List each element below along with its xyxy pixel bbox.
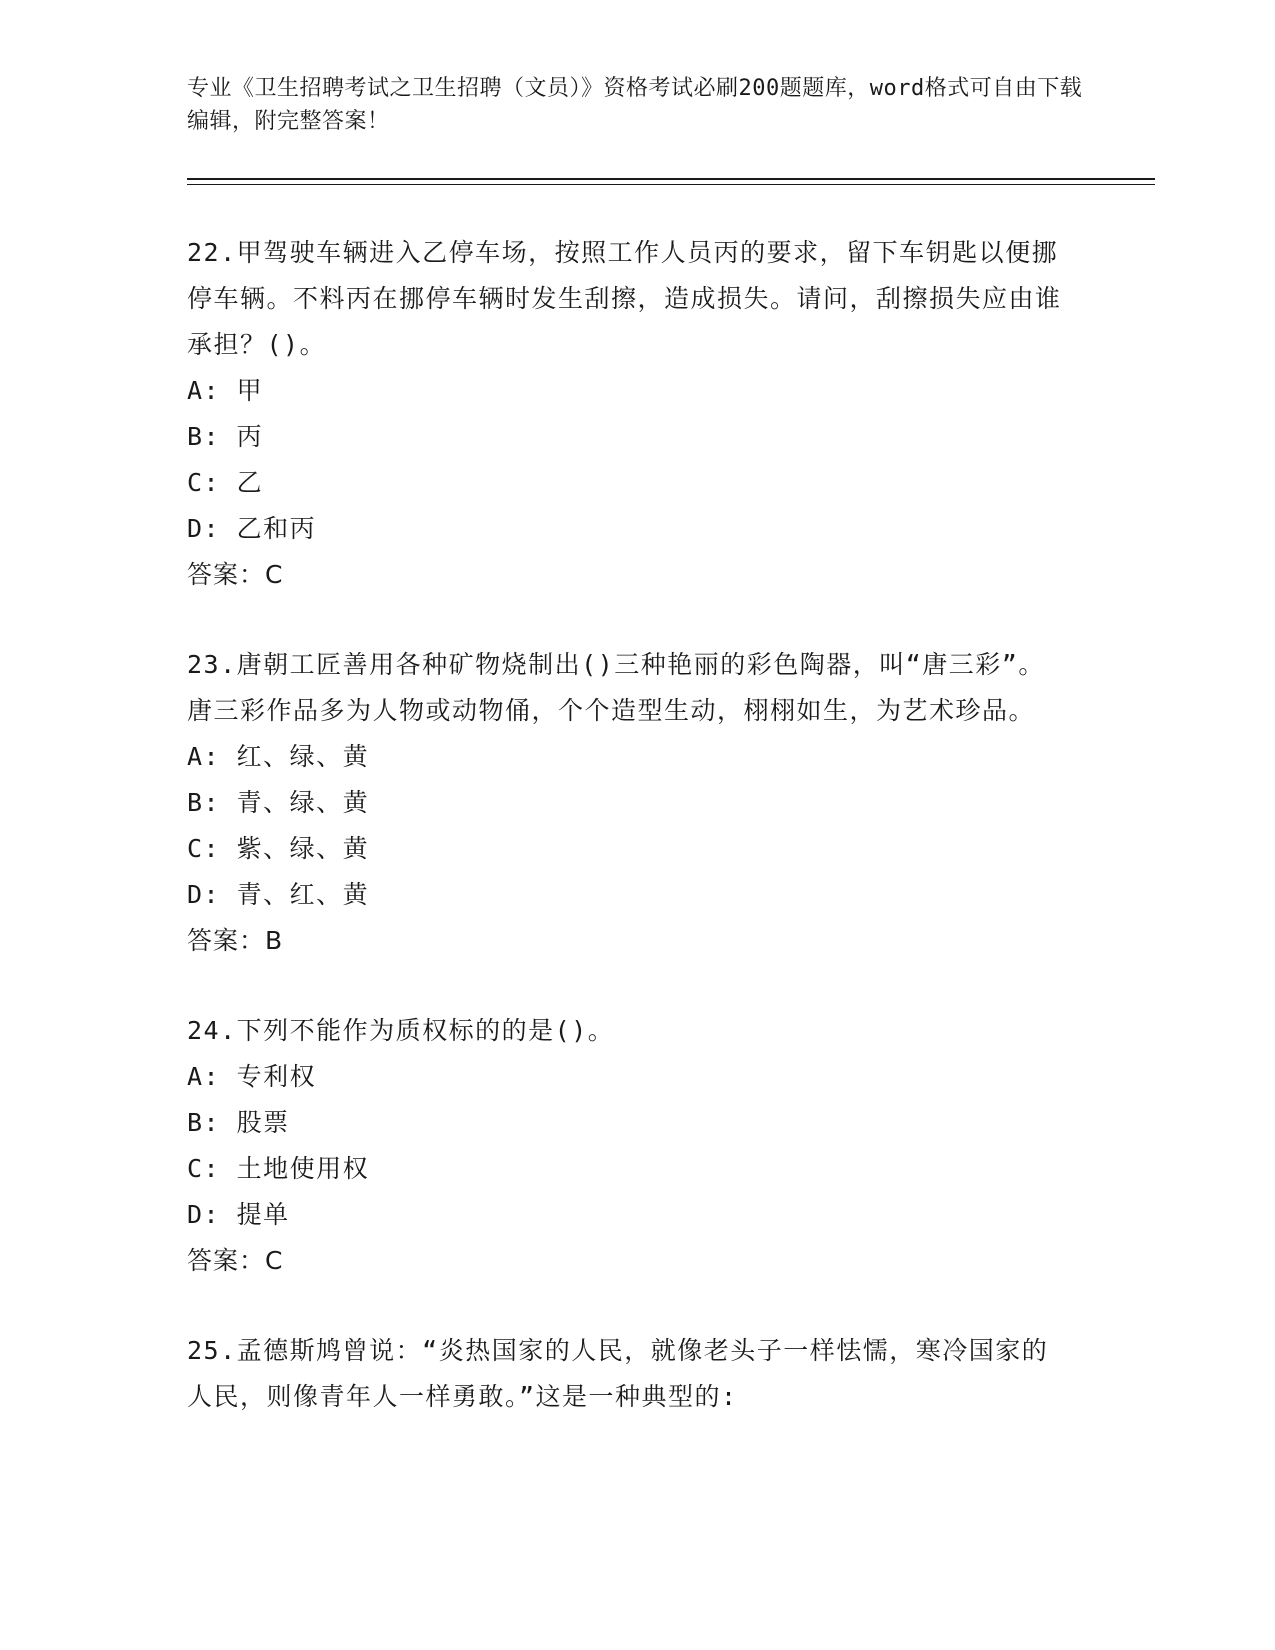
- question-stem: 24.下列不能作为质权标的的是()。: [187, 1016, 615, 1045]
- option-c: C: 乙: [187, 468, 264, 497]
- option-c: C: 紫、绿、黄: [187, 834, 370, 863]
- header-divider-thick: [187, 178, 1155, 180]
- answer-line: 答案：C: [187, 1246, 284, 1275]
- question-23: [187, 642, 1067, 964]
- option-d: D: 青、红、黄: [187, 880, 370, 909]
- answer-line: 答案：B: [187, 926, 284, 955]
- question-stem: 25.孟德斯鸠曾说：“炎热国家的人民，就像老头子一样怯懦，寒冷国家的人民，则像青年人一样勇敢。”这是一种典型的:: [187, 1336, 1049, 1411]
- question-stem: 23.唐朝工匠善用各种矿物烧制出()三种艳丽的彩色陶器，叫“唐三彩”。唐三彩作品多为人物或动物俑，个个造型生动，栩栩如生，为艺术珍品。: [187, 650, 1045, 725]
- question-25: [187, 1328, 1067, 1420]
- option-b: B: 丙: [187, 422, 264, 451]
- option-a: A: 甲: [187, 376, 264, 405]
- option-c: C: 土地使用权: [187, 1154, 370, 1183]
- question-24: [187, 1008, 1067, 1284]
- document-header: 专业《卫生招聘考试之卫生招聘（文员）》资格考试必刷200题题库，word格式可自由下载编辑，附完整答案！: [187, 76, 1083, 134]
- option-d: D: 提单: [187, 1200, 290, 1229]
- answer-line: 答案：C: [187, 560, 284, 589]
- option-d: D: 乙和丙: [187, 514, 317, 543]
- option-a: A: 红、绿、黄: [187, 742, 370, 771]
- option-b: B: 股票: [187, 1108, 290, 1137]
- question-22: [187, 230, 1067, 598]
- header-divider-thin: [187, 184, 1155, 185]
- question-list: [187, 230, 1067, 1464]
- option-b: B: 青、绿、黄: [187, 788, 370, 817]
- option-a: A: 专利权: [187, 1062, 317, 1091]
- question-stem: 22.甲驾驶车辆进入乙停车场，按照工作人员丙的要求，留下车钥匙以便挪停车辆。不料丙在挪停车辆时发生刮擦，造成损失。请问，刮擦损失应由谁承担？()。: [187, 238, 1062, 359]
